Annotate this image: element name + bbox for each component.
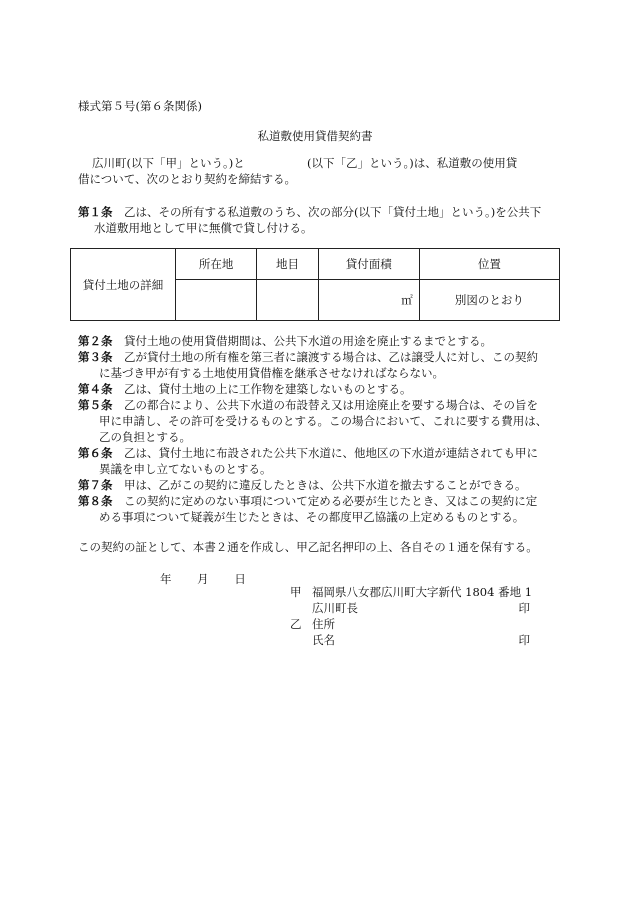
party-a-block xyxy=(290,584,533,616)
party-a-name: 広川町長 xyxy=(312,601,358,615)
article-number: 第２条 xyxy=(78,334,113,348)
article-2 xyxy=(78,333,556,349)
article-1 xyxy=(78,204,556,236)
intro-paragraph xyxy=(78,155,556,187)
article-line: 乙が貸付土地の所有権を第三者に譲渡する場合は、乙は譲受人に対し、この契約 xyxy=(124,350,538,364)
article-1-line2: 水道敷用地として甲に無償で貸し付ける。 xyxy=(94,221,313,235)
article-line: この契約に定めのない事項について定める必要が生じたとき、又はこの契約に定 xyxy=(124,494,538,508)
value-land-category xyxy=(257,280,319,321)
article-line: 異議を申し立てないものとする。 xyxy=(99,462,272,476)
land-details-table xyxy=(70,248,560,321)
article-3 xyxy=(78,349,556,381)
closing-statement: この契約の証として、本書２通を作成し、甲乙記名押印の上、各自その１通を保有する。 xyxy=(78,540,538,554)
header-location: 所在地 xyxy=(176,249,257,280)
header-position: 位置 xyxy=(419,249,559,280)
article-line: 甲に申請し、その許可を受けるものとする。この場合において、これに要する費用は、 xyxy=(99,414,548,428)
party-a-seal: 印 xyxy=(518,601,530,615)
article-line: 貸付土地の使用貸借期間は、公共下水道の用途を廃止するまでとする。 xyxy=(124,334,492,348)
party-b-name-label: 氏名 xyxy=(312,633,335,647)
article-1-line1: 乙は、その所有する私道敷のうち、次の部分(以下「貸付土地」という。)を公共下 xyxy=(124,205,542,219)
date-year: 年 xyxy=(160,572,172,586)
date-month: 月 xyxy=(197,572,209,586)
article-8 xyxy=(78,493,556,525)
party-a-address: 福岡県八女郡広川町大字新代 1804 番地 1 xyxy=(312,585,533,599)
article-1-number: 第１条 xyxy=(78,205,113,219)
article-number: 第８条 xyxy=(78,494,113,508)
intro-line1-a: 広川町(以下「甲」という。)と xyxy=(92,156,245,170)
article-line: 乙は、貸付土地の上に工作物を建築しないものとする。 xyxy=(124,382,412,396)
party-b-address-label: 住所 xyxy=(312,617,335,631)
article-line: に基づき甲が有する土地使用貸借権を継承させなければならない。 xyxy=(99,366,444,380)
article-line: 乙は、貸付土地に布設された公共下水道に、他地区の下水道が連結されても甲に xyxy=(124,446,538,460)
party-b-block xyxy=(290,616,530,648)
party-a-role: 甲 xyxy=(290,585,302,599)
article-number: 第５条 xyxy=(78,398,113,412)
value-position: 別図のとおり xyxy=(419,280,559,321)
article-5 xyxy=(78,397,556,445)
articles-list xyxy=(78,333,556,525)
value-location xyxy=(176,280,257,321)
intro-line2: 借について、次のとおり契約を締結する。 xyxy=(78,172,297,186)
article-line: 甲は、乙がこの契約に違反したときは、公共下水道を撤去することができる。 xyxy=(124,478,527,492)
form-number: 様式第５号(第６条関係) xyxy=(78,99,202,113)
article-number: 第４条 xyxy=(78,382,113,396)
document-title: 私道敷使用貸借契約書 xyxy=(257,129,373,143)
date-day: 日 xyxy=(234,572,246,586)
contract-date xyxy=(160,571,268,587)
article-line: める事項について疑義が生じたときは、その都度甲乙協議の上定めるものとする。 xyxy=(99,510,525,524)
header-land-category: 地目 xyxy=(257,249,319,280)
article-number: 第６条 xyxy=(78,446,113,460)
party-b-role: 乙 xyxy=(290,617,302,631)
article-line: 乙の負担とする。 xyxy=(99,430,191,444)
article-7 xyxy=(78,477,556,493)
party-b-seal: 印 xyxy=(518,633,530,647)
article-number: 第３条 xyxy=(78,350,113,364)
value-area: ㎡ xyxy=(318,280,419,321)
article-line: 乙の都合により、公共下水道の布設替え又は用途廃止を要する場合は、その旨を xyxy=(124,398,538,412)
article-6 xyxy=(78,445,556,477)
land-details-label: 貸付土地の詳細 xyxy=(71,249,176,321)
header-area: 貸付面積 xyxy=(318,249,419,280)
intro-line1-b: (以下「乙」という。)は、私道敷の使用貸 xyxy=(307,156,518,170)
article-4 xyxy=(78,381,556,397)
article-number: 第７条 xyxy=(78,478,113,492)
